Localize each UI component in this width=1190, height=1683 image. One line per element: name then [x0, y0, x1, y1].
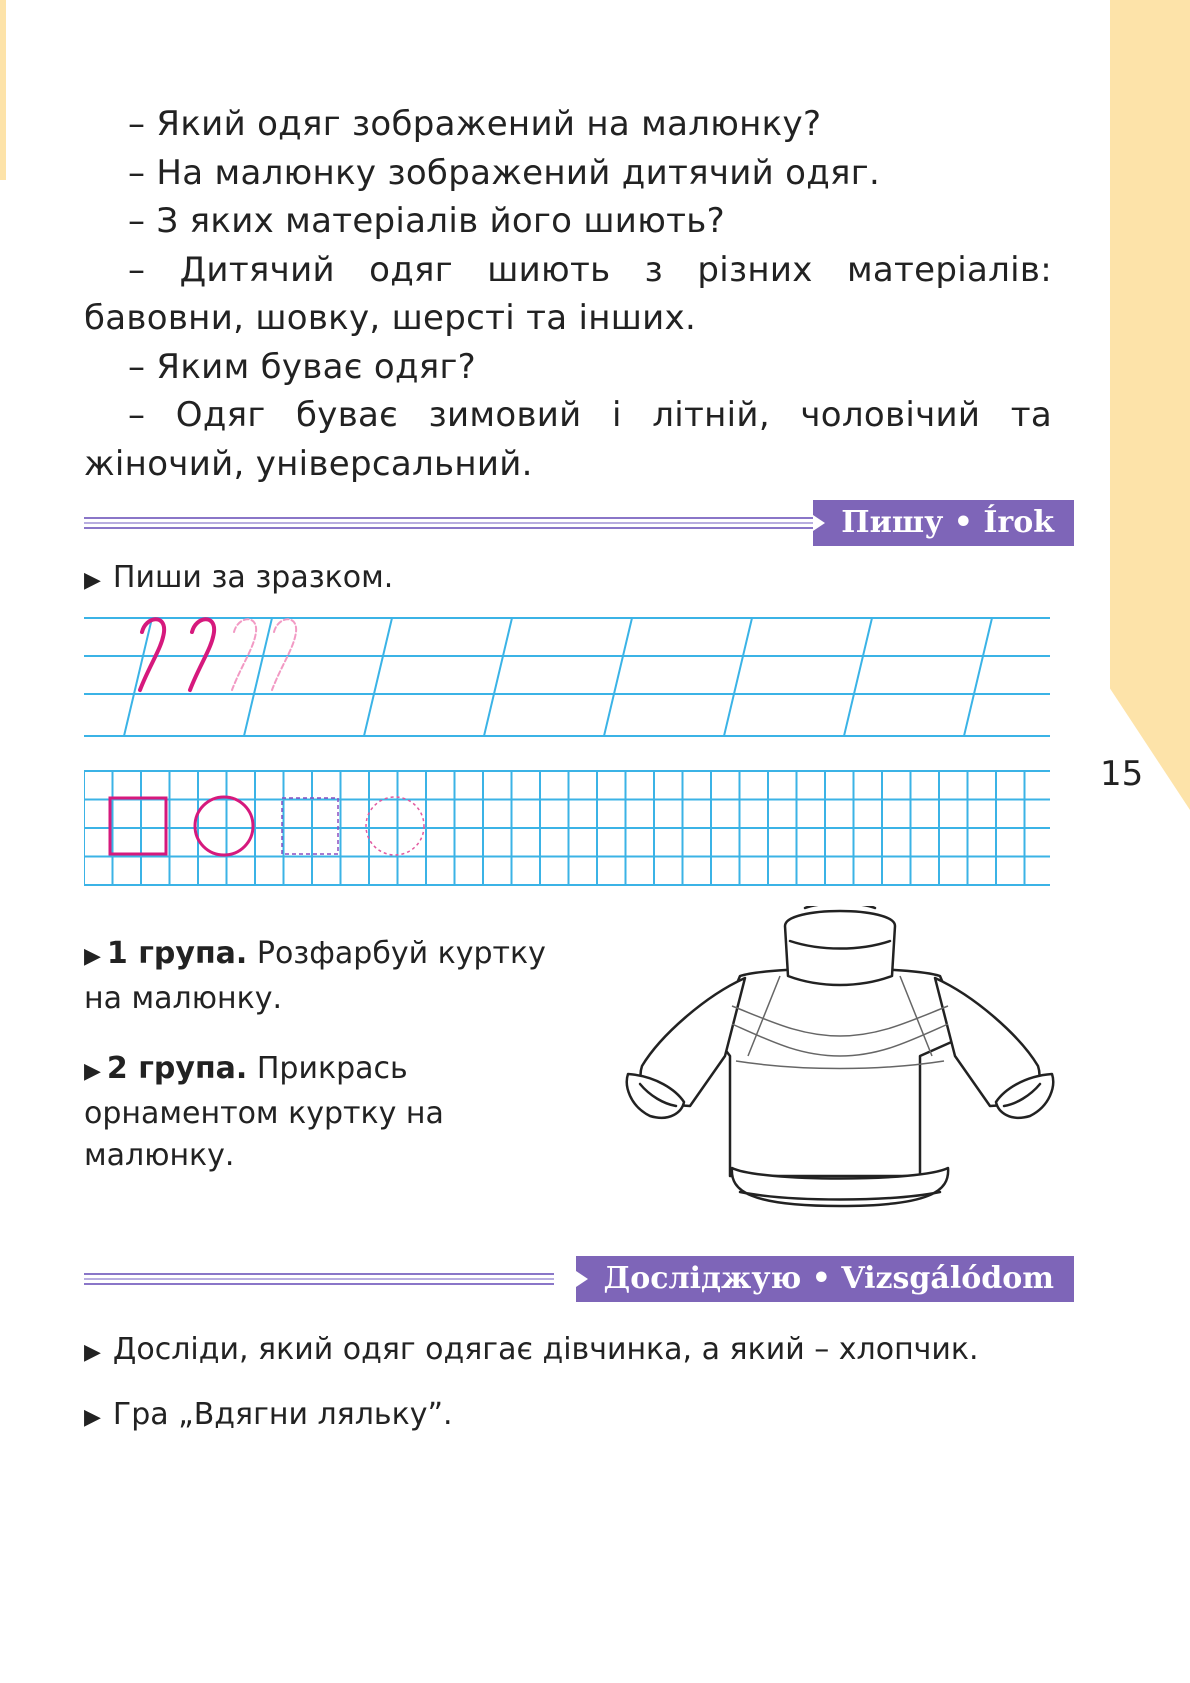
- section-divider: [84, 1273, 554, 1285]
- research-item: [84, 1329, 979, 1374]
- write-instruction: [84, 557, 393, 602]
- sample-circle: [195, 797, 253, 855]
- write-instruction-text: Пиши за зразком.: [112, 560, 394, 595]
- handwriting-practice-lines[interactable]: [84, 614, 1054, 744]
- corner-accent: [0, 0, 6, 180]
- bullet-icon: ▶: [84, 1340, 101, 1365]
- dialogue-line: – На малюнку зображений дитячий одяг.: [128, 152, 881, 193]
- sweater-illustration[interactable]: [620, 906, 1060, 1226]
- dialogue-line: – Яким буває одяг?: [128, 346, 477, 387]
- dialogue-line: – Який одяг зображений на малюнку?: [128, 104, 822, 144]
- task-group-1: [84, 933, 554, 1020]
- shape-grid[interactable]: [84, 768, 1054, 888]
- dialogue-line: – Дитячий одяг шиють з різних матеріалів: бавовни, шовку, шерсті та інших.: [84, 249, 1052, 338]
- side-tab: [1110, 0, 1190, 810]
- section-title-write: Пишу • Írok: [813, 500, 1074, 546]
- section-title-research: Досліджую • Vizsgálódom: [576, 1256, 1074, 1302]
- task-label: 2 група.: [106, 1051, 248, 1086]
- research-item: [84, 1394, 453, 1439]
- bullet-icon: ▶: [84, 568, 101, 593]
- bullet-icon: ▶: [84, 1059, 101, 1084]
- trace-letter: [272, 619, 296, 690]
- task-label: 1 група.: [106, 936, 248, 971]
- research-item-text: Досліди, який одяг одягає дівчинка, а який – хлопчик.: [112, 1332, 979, 1367]
- dialogue: [84, 100, 1052, 488]
- research-item-text: Гра „Вдягни ляльку”.: [112, 1397, 453, 1432]
- task-text: Розфарбуй куртку на малюнку.: [84, 936, 546, 1016]
- trace-circle: [366, 797, 424, 855]
- task-text: Прикрась орнаментом куртку на малюнку.: [84, 1051, 444, 1173]
- task-group-2: [84, 1048, 554, 1177]
- section-bar-research: [84, 1256, 1074, 1302]
- section-divider: [84, 517, 824, 529]
- bullet-icon: ▶: [84, 1405, 101, 1430]
- bullet-icon: ▶: [84, 944, 101, 969]
- dialogue-line: – Одяг буває зимовий і літній, чоловічий та жіночий, універсальний.: [84, 395, 1052, 484]
- sample-square: [110, 798, 166, 854]
- sample-letter: [190, 619, 214, 690]
- trace-letter: [232, 619, 256, 690]
- page-number: 15: [1100, 754, 1144, 794]
- section-bar-write: [84, 500, 1074, 546]
- dialogue-line: – З яких матеріалів його шиють?: [128, 201, 725, 241]
- trace-square: [282, 798, 338, 854]
